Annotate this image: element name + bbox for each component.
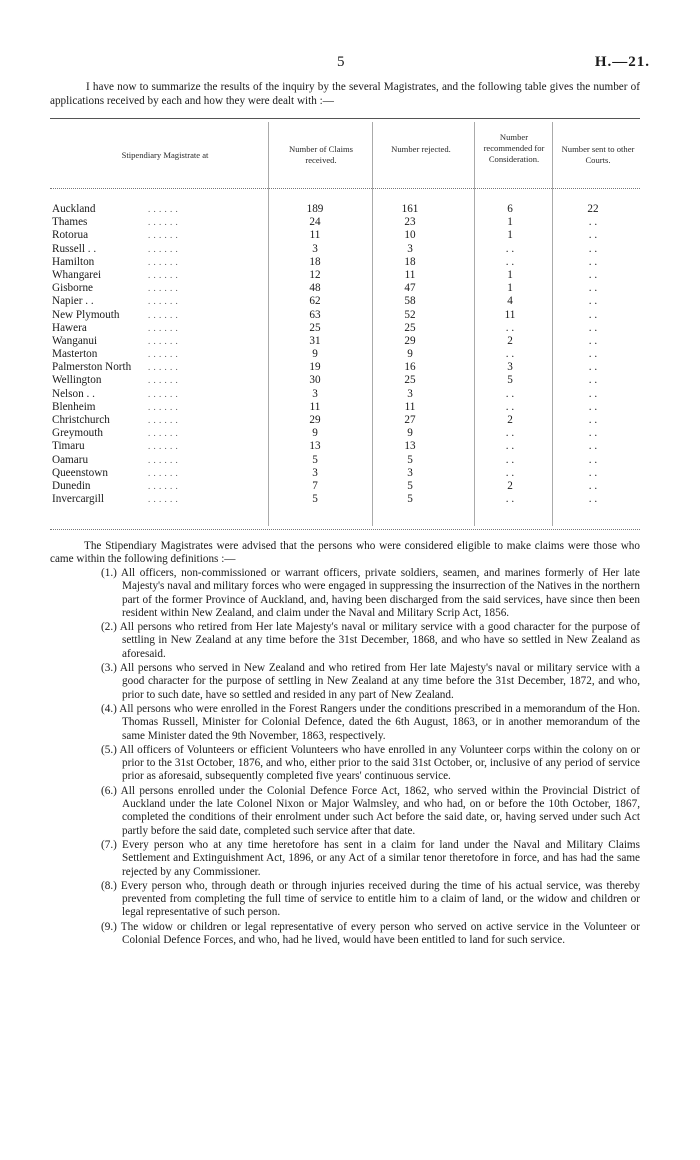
recommended-cell: 6 <box>507 203 513 215</box>
table-row <box>50 243 640 256</box>
definition-item: (8.) Every person who, through death or through injuries received during the time of his actual service, was thereby prevented from completing the full time of service to entitle him to a claim of land, or the widow and children or legal representative of such person. <box>101 879 640 919</box>
leader-dots: . . . . . . <box>148 454 179 465</box>
leader-dots: . . . . . . <box>148 362 179 373</box>
table-row <box>50 229 640 242</box>
header-sent-other-courts: Number sent to other Courts. <box>561 144 635 165</box>
place-name: Thames <box>52 216 88 229</box>
place-name: Queenstown <box>52 466 108 479</box>
header-claims-received: Number of Claims received. <box>289 144 353 165</box>
sent-cell: . . <box>588 440 598 453</box>
sent-cell: . . <box>588 282 598 295</box>
place-name: Whangarei <box>52 268 102 281</box>
recommended-cell: . . <box>505 400 515 413</box>
definition-item: (6.) All persons enrolled under the Colonial Defence Force Act, 1862, who served within the Provincial District of Auckland under the late Colonel Nixon or Major Walmsley, and who had, on or before the 10th October, 1867, completed the conditions of their enrolment under such Act before the said date, or, having served under such Act partly before the said date, completed such service after that date. <box>101 784 640 837</box>
table-body <box>50 203 640 506</box>
recommended-cell: 11 <box>504 308 516 321</box>
place-name: Gisborne <box>52 282 94 295</box>
rejected-cell: 25 <box>404 374 416 387</box>
table-bottom-rule <box>50 529 640 530</box>
place-name: Greymouth <box>52 427 103 440</box>
header-magistrate: Stipendiary Magistrate at <box>121 150 209 160</box>
claims-received-cell: 11 <box>309 229 321 242</box>
leader-dots: . . . . . . <box>148 256 179 267</box>
sent-cell: . . <box>588 348 598 361</box>
recommended-cell: 4 <box>507 295 513 308</box>
rejected-cell: 5 <box>407 479 413 492</box>
rejected-cell: 11 <box>404 268 416 281</box>
claims-received-cell: 63 <box>309 308 321 321</box>
leader-dots: . . . . . . <box>148 388 179 399</box>
table-top-rule <box>50 118 640 119</box>
claims-received-cell: 13 <box>309 440 321 453</box>
header-rejected: Number rejected. <box>391 144 451 154</box>
recommended-cell: 2 <box>507 334 513 347</box>
sent-cell: . . <box>588 334 598 347</box>
leader-dots: . . . . . . <box>148 480 179 491</box>
place-name: Wellington <box>52 374 102 387</box>
table-row <box>50 295 640 308</box>
recommended-cell: 2 <box>507 479 513 492</box>
leader-dots: . . . . . . <box>148 375 179 386</box>
recommended-cell: 1 <box>507 216 513 229</box>
claims-received-cell: 29 <box>309 414 321 426</box>
table-row <box>50 216 640 229</box>
leader-dots: . . . . . . <box>148 243 179 254</box>
table-row <box>50 282 640 295</box>
recommended-cell: . . <box>505 348 515 361</box>
definition-item: (3.) All persons who served in New Zealand and who retired from Her late Majesty's naval or military service with a good character for the purpose of settling in New Zealand at any time before the 31st December, 1872, and who, prior to such date, have so settled and resided in any part of New Zealand. <box>101 662 640 701</box>
sent-cell: . . <box>588 268 598 281</box>
sent-cell: . . <box>588 453 598 466</box>
leader-dots: . . . . . . <box>148 269 179 280</box>
recommended-cell: . . <box>505 440 515 453</box>
table-row <box>50 467 640 480</box>
table-row <box>50 374 640 387</box>
recommended-cell: 1 <box>507 282 513 295</box>
claims-received-cell: 18 <box>309 255 321 268</box>
place-name: Christchurch <box>52 414 110 426</box>
leader-dots: . . . . . . <box>148 401 179 412</box>
definition-item: (1.) All officers, non-commissioned or warrant officers, private soldiers, seamen, and marines formerly of Her late Majesty's naval and military forces who were engaged in suppressing the insurrection of the Natives in the northern part of the former Province of Auckland, and, having been discharged from the said services, have since then been resident within New Zealand, and claim under the Naval and Military Scrip Act, 1856. <box>101 567 640 619</box>
rejected-cell: 3 <box>407 242 413 255</box>
sent-cell: . . <box>588 493 598 506</box>
place-name: Auckland <box>52 203 96 215</box>
claims-received-cell: 3 <box>312 387 318 400</box>
rejected-cell: 27 <box>404 414 416 426</box>
leader-dots: . . . . . . <box>148 230 179 241</box>
definition-item: (7.) Every person who at any time heretofore has sent in a claim for land under the Naval and Military Claims Settlement and Extinguishment Act, 1896, or any Act of a similar tenor theretofore in force, and has had the same rejected by any Commissioner. <box>101 838 640 878</box>
sent-cell: . . <box>588 216 598 229</box>
claims-received-cell: 11 <box>309 400 321 413</box>
table-row <box>50 440 640 453</box>
table-row <box>50 269 640 282</box>
claims-received-cell: 5 <box>312 493 318 506</box>
sent-cell: . . <box>588 308 598 321</box>
rejected-cell: 5 <box>407 453 413 466</box>
place-name: Russell . . <box>52 242 97 255</box>
leader-dots: . . . . . . <box>148 467 179 478</box>
claims-received-cell: 5 <box>312 453 318 466</box>
claims-received-cell: 30 <box>309 374 321 387</box>
page-header <box>50 54 650 72</box>
recommended-cell: . . <box>505 321 515 334</box>
claims-received-cell: 9 <box>312 348 318 361</box>
sent-cell: . . <box>588 295 598 308</box>
sent-cell: . . <box>588 229 598 242</box>
recommended-cell: . . <box>505 466 515 479</box>
sent-cell: . . <box>588 361 598 374</box>
leader-dots: . . . . . . <box>148 322 179 333</box>
rejected-cell: 3 <box>407 466 413 479</box>
leader-dots: . . . . . . <box>148 309 179 320</box>
sent-cell: . . <box>588 242 598 255</box>
recommended-cell: . . <box>505 255 515 268</box>
table-row <box>50 401 640 414</box>
sent-cell: . . <box>588 427 598 440</box>
recommended-cell: . . <box>505 242 515 255</box>
place-name: Hamilton <box>52 255 95 268</box>
sent-cell: . . <box>588 400 598 413</box>
definition-item: (4.) All persons who were enrolled in the Forest Rangers under the conditions prescribed in a memorandum of the Hon. Thomas Russell, Minister for Colonial Defence, dated the 6th August, 1863, or in another memorandum of the same Minister dated the 9th November, 1863, respectively. <box>101 702 640 742</box>
table-row <box>50 322 640 335</box>
sent-cell: . . <box>588 479 598 492</box>
claims-received-cell: 31 <box>309 334 321 347</box>
table-row <box>50 348 640 361</box>
place-name: Dunedin <box>52 479 91 492</box>
place-name: Oamaru <box>52 453 89 466</box>
intro-paragraph: I have now to summarize the results of the inquiry by the several Magistrates, and the following table gives the number of applications received by each and how they were dealt with :— <box>50 81 640 107</box>
claims-received-cell: 3 <box>312 242 318 255</box>
table-row <box>50 427 640 440</box>
recommended-cell: 3 <box>507 361 513 374</box>
recommended-cell: 2 <box>507 414 513 426</box>
rejected-cell: 47 <box>404 282 416 295</box>
table-row <box>50 256 640 269</box>
claims-received-cell: 62 <box>309 295 321 308</box>
rejected-cell: 58 <box>404 295 416 308</box>
document-reference: H.—21. <box>594 54 650 70</box>
sent-cell: . . <box>588 387 598 400</box>
table-row <box>50 309 640 322</box>
place-name: Wanganui <box>52 334 98 347</box>
claims-received-cell: 19 <box>309 361 321 374</box>
table-row <box>50 335 640 348</box>
table-row <box>50 454 640 467</box>
sent-cell: . . <box>588 255 598 268</box>
recommended-cell: 1 <box>507 268 513 281</box>
table-row <box>50 414 640 427</box>
claims-received-cell: 24 <box>309 216 321 229</box>
claims-received-cell: 7 <box>312 479 318 492</box>
leader-dots: . . . . . . <box>148 335 179 346</box>
rejected-cell: 3 <box>407 387 413 400</box>
table-row <box>50 361 640 374</box>
sent-cell: 22 <box>587 203 599 215</box>
claims-received-cell: 25 <box>309 321 321 334</box>
table-row <box>50 493 640 506</box>
place-name: Hawera <box>52 321 87 334</box>
table-row <box>50 388 640 401</box>
sent-cell: . . <box>588 466 598 479</box>
rejected-cell: 23 <box>404 216 416 229</box>
leader-dots: . . . . . . <box>148 441 179 452</box>
leader-dots: . . . . . . <box>148 204 179 214</box>
claims-table <box>50 118 640 530</box>
recommended-cell: 1 <box>507 229 513 242</box>
place-name: Nelson . . <box>52 387 95 400</box>
header-recommended: Number recommended for Consideration. <box>483 132 545 164</box>
rejected-cell: 18 <box>404 255 416 268</box>
claims-received-cell: 48 <box>309 282 321 295</box>
table-row <box>50 203 640 216</box>
place-name: Timaru <box>52 440 85 453</box>
claims-received-cell: 9 <box>312 427 318 440</box>
place-name: Palmerston North <box>52 361 132 374</box>
recommended-cell: . . <box>505 493 515 506</box>
definition-item: (2.) All persons who retired from Her late Majesty's naval or military service with a good character for the purpose of settling in New Zealand at any time before the 31st December, 1868, and who have so settled in New Zealand as aforesaid. <box>101 621 640 660</box>
place-name: Blenheim <box>52 400 96 413</box>
leader-dots: . . . . . . <box>148 428 179 439</box>
leader-dots: . . . . . . <box>148 415 179 425</box>
rejected-cell: 13 <box>404 440 416 453</box>
sent-cell: . . <box>588 414 598 426</box>
recommended-cell: . . <box>505 453 515 466</box>
table-row <box>50 480 640 493</box>
rejected-cell: 25 <box>404 321 416 334</box>
place-name: Napier . . <box>52 295 94 308</box>
definition-item: (9.) The widow or children or legal representative of every person who served on active service in the Volunteer or Colonial Defence Forces, and who, had he lived, would have been entitled to land for such service. <box>101 920 640 947</box>
leader-dots: . . . . . . <box>148 296 179 307</box>
claims-received-cell: 12 <box>309 268 321 281</box>
recommended-cell: 5 <box>507 374 513 387</box>
rejected-cell: 11 <box>404 400 416 413</box>
leader-dots: . . . . . . <box>148 494 179 505</box>
rejected-cell: 29 <box>404 334 416 347</box>
rejected-cell: 5 <box>407 493 413 506</box>
rejected-cell: 10 <box>404 229 416 242</box>
rejected-cell: 16 <box>404 361 416 374</box>
place-name: Rotorua <box>52 229 89 242</box>
sent-cell: . . <box>588 374 598 387</box>
rejected-cell: 52 <box>404 308 416 321</box>
leader-dots: . . . . . . <box>148 349 179 360</box>
page-number: 5 <box>337 54 345 70</box>
claims-received-cell: 189 <box>306 203 324 215</box>
rejected-cell: 9 <box>407 427 413 440</box>
place-name: New Plymouth <box>52 308 120 321</box>
definitions-list <box>50 567 640 948</box>
leader-dots: . . . . . . <box>148 217 179 228</box>
claims-received-cell: 3 <box>312 466 318 479</box>
leader-dots: . . . . . . <box>148 283 179 294</box>
recommended-cell: . . <box>505 427 515 440</box>
rejected-cell: 9 <box>407 348 413 361</box>
place-name: Invercargill <box>52 493 104 506</box>
definition-item: (5.) All officers of Volunteers or efficient Volunteers who have enrolled in any Volunteer corps within the colony on or prior to the 31st October, 1876, and who, either prior to the said 31st October, or, inclusive of any period of service prior as aforesaid, subsequently completed five years' continuous service. <box>101 743 640 783</box>
recommended-cell: . . <box>505 387 515 400</box>
place-name: Masterton <box>52 348 98 361</box>
eligibility-intro: The Stipendiary Magistrates were advised that the persons who were considered eligible to make claims were those who came within the following definitions :— <box>50 540 640 566</box>
sent-cell: . . <box>588 321 598 334</box>
rejected-cell: 161 <box>401 203 419 215</box>
